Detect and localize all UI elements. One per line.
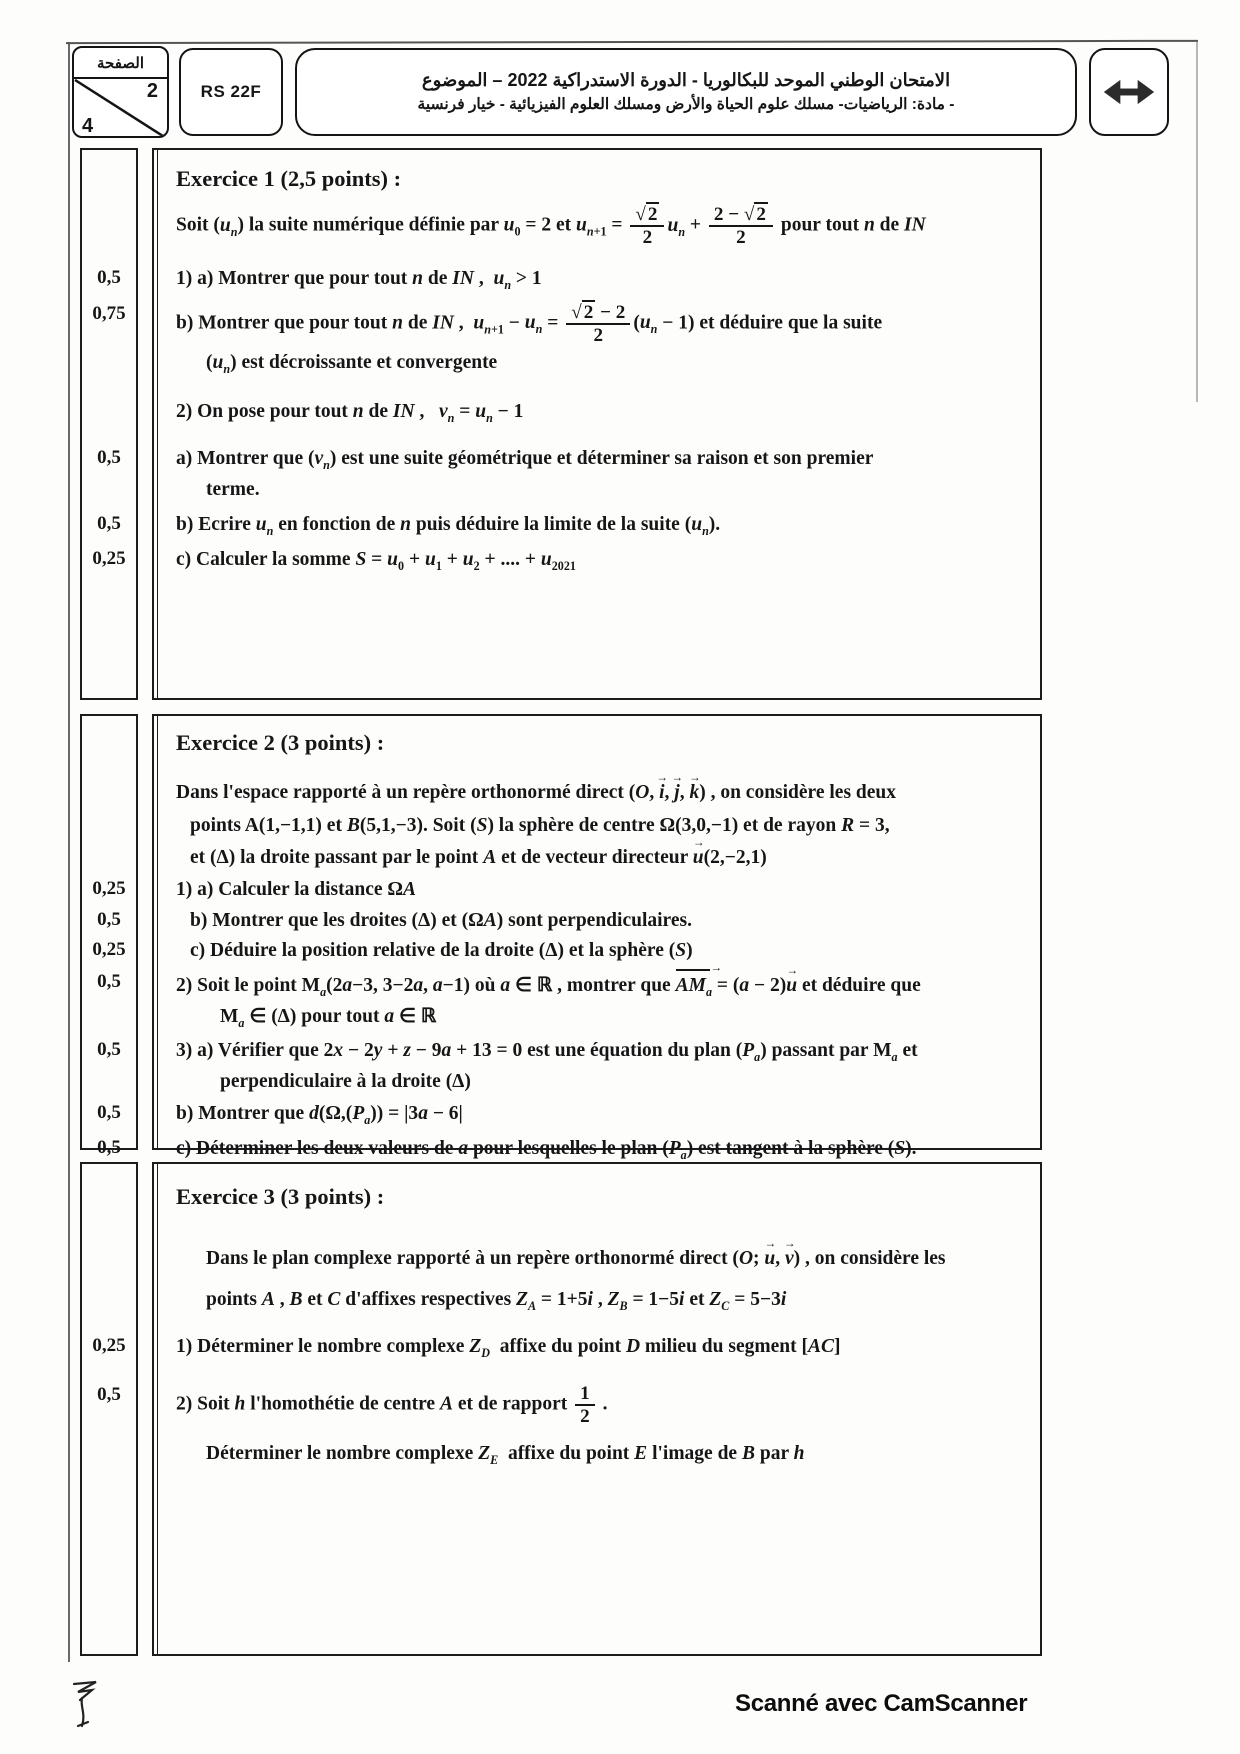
- handwritten-mark: [66, 1676, 112, 1732]
- exercise-1-section: [80, 148, 1042, 700]
- exercise-title: Exercice 3 (3 points) :: [176, 1184, 385, 1209]
- mark-value: 0,5: [97, 447, 121, 469]
- double-arrow-icon: [1103, 76, 1155, 108]
- exercise-line: 3) a) Vérifier que 2x − 2y + z − 9a + 13 = 0 est une équation du plan $(P_a)$ passant par $M_a$ et: [176, 1039, 918, 1064]
- total-page-number: 4: [82, 115, 94, 137]
- camscanner-watermark: Scanné avec CamScanner: [735, 1690, 1028, 1717]
- exercise-line: c) Calculer la somme $S = u_0 + u_1 + u_2$ + .... + $u_{2021}$: [176, 548, 576, 573]
- exercise-3-section: [80, 1162, 1042, 1656]
- exercise-line: et (Δ) la droite passant par le point A et de vecteur directeur u →(2,−2,1): [176, 845, 1042, 871]
- exercise-line: c) Déterminer les deux valeurs de a pour lesquelles le plan $(P_a)$ est tangent à la sphère (S).: [176, 1138, 917, 1163]
- exercise-line: b) Montrer que pour tout n de IN , $u_{n+1} - u_n$ = $\frac{√ 2 - 2}{2}$ $(u_n - 1)$ et déduire que la suite: [176, 301, 883, 346]
- exercise-line: Dans l'espace rapporté à un repère orthonormé direct (O, i →, j →, k →) , on considère les deux: [176, 780, 1042, 806]
- exercise-line: $(u_n)$ est décroissante et convergente: [206, 351, 498, 376]
- exercise-line: b) Montrer que les droites (Δ) et (ΩA) sont perpendiculaires.: [190, 909, 692, 931]
- mark-value: 0,5: [97, 1102, 121, 1124]
- exercise-line: c) Déduire la position relative de la droite (Δ) et la sphère (S): [190, 939, 693, 961]
- exam-title-line2: - مادة: الرياضيات- مسلك علوم الحياة والأرض ومسلك العلوم الفيزيائية - خيار فرنسية: [417, 96, 955, 113]
- exercise-line: points A(1,−1,1) et B(5,1,−3). Soit (S) la sphère de centre Ω(3,0,−1) et de rayon R = 3,: [190, 814, 890, 836]
- exercise-line: 2) Soit le point $M_a(2a-3$, 3−2a, a−1) où a ∈ ℝ , montrer que $AM_a$ → = (a − 2)u → et déduire que: [176, 970, 1042, 1000]
- exam-title-line1: الامتحان الوطني الموحد للبكالوريا - الدورة الاستدراكية 2022 – الموضوع: [421, 70, 951, 90]
- sheet-left-edge: [68, 42, 70, 1662]
- exercise-line: points A , B et C d'affixes respectives $Z_A = 1+5i$ , $Z_B = 1-5i$ et $Z_C = 5-3i$: [206, 1288, 787, 1313]
- mark-value: 0,5: [97, 908, 121, 930]
- exercise-line: Déterminer le nombre complexe $Z_E$ affixe du point E l'image de B par h: [206, 1443, 805, 1468]
- exercise-line: Soit $(u_n)$ la suite numérique définie par $u_0 = 2$ et $u_{n+1}$ = $\frac{√ 2}{2}$ $u_n$ + $\frac{2 - √ 2}{2}$ pour tout n de IN: [176, 204, 926, 249]
- exercise-line: terme.: [206, 479, 260, 501]
- page-label: الصفحة: [74, 48, 167, 79]
- mark-value: 0,5: [97, 1137, 121, 1159]
- orientation-box: [1089, 48, 1169, 136]
- exercise-title: Exercice 2 (3 points) :: [176, 730, 385, 755]
- exam-code-box: RS 22F: [179, 48, 283, 136]
- mark-value: 0,5: [97, 1384, 121, 1406]
- exercise-line: b) Ecrire $u_n$ en fonction de n puis déduire la limite de la suite $(u_n)$.: [176, 513, 721, 538]
- current-page-number: 2: [146, 80, 158, 102]
- page-fraction: [74, 79, 167, 138]
- sheet-right-edge: [1196, 42, 1198, 402]
- exercise-line: perpendiculaire à la droite (Δ): [220, 1070, 471, 1092]
- mark-value: 0,5: [97, 267, 121, 289]
- mark-value: 0,25: [92, 1334, 126, 1356]
- exam-title-box: [295, 48, 1077, 136]
- exercise-line: 1) a) Montrer que pour tout n de IN , $u_n > 1$: [176, 268, 542, 293]
- sheet-top-edge: [66, 40, 1198, 44]
- page-number-box: [72, 46, 169, 138]
- exercise-title: Exercice 1 (2,5 points) :: [176, 166, 402, 191]
- exercise-line: 2) On pose pour tout n de IN , $v_n = u_n - 1$: [176, 400, 524, 425]
- exercise-line: a) Montrer que $(v_n)$ est une suite géométrique et déterminer sa raison et son premier: [176, 448, 874, 472]
- exercise-line: 1) Déterminer le nombre complexe $Z_D$ affixe du point D milieu du segment [AC]: [176, 1335, 841, 1360]
- exercise-line: b) Montrer que $d(\Omega,(P_a)) = |3a - 6|$: [176, 1103, 463, 1128]
- mark-value: 0,25: [92, 878, 126, 900]
- exercise-line: $M_a$ ∈ (Δ) pour tout a ∈ ℝ: [220, 1006, 437, 1031]
- mark-value: 0,5: [97, 1038, 121, 1060]
- mark-value: 0,5: [97, 971, 121, 993]
- mark-value: 0,25: [92, 938, 126, 960]
- mark-value: 0,75: [92, 302, 126, 324]
- exercise-line: 1) a) Calculer la distance ΩA: [176, 879, 417, 901]
- exercise-line: 2) Soit h l'homothétie de centre A et de rapport $\frac{1}{2}$ .: [176, 1383, 608, 1428]
- exercise-2-section: [80, 714, 1042, 1163]
- mark-value: 0,25: [92, 547, 126, 569]
- exercise-line: Dans le plan complexe rapporté à un repère orthonormé direct (O; u →, v →) , on considère les: [176, 1246, 1042, 1272]
- mark-value: 0,5: [97, 512, 121, 534]
